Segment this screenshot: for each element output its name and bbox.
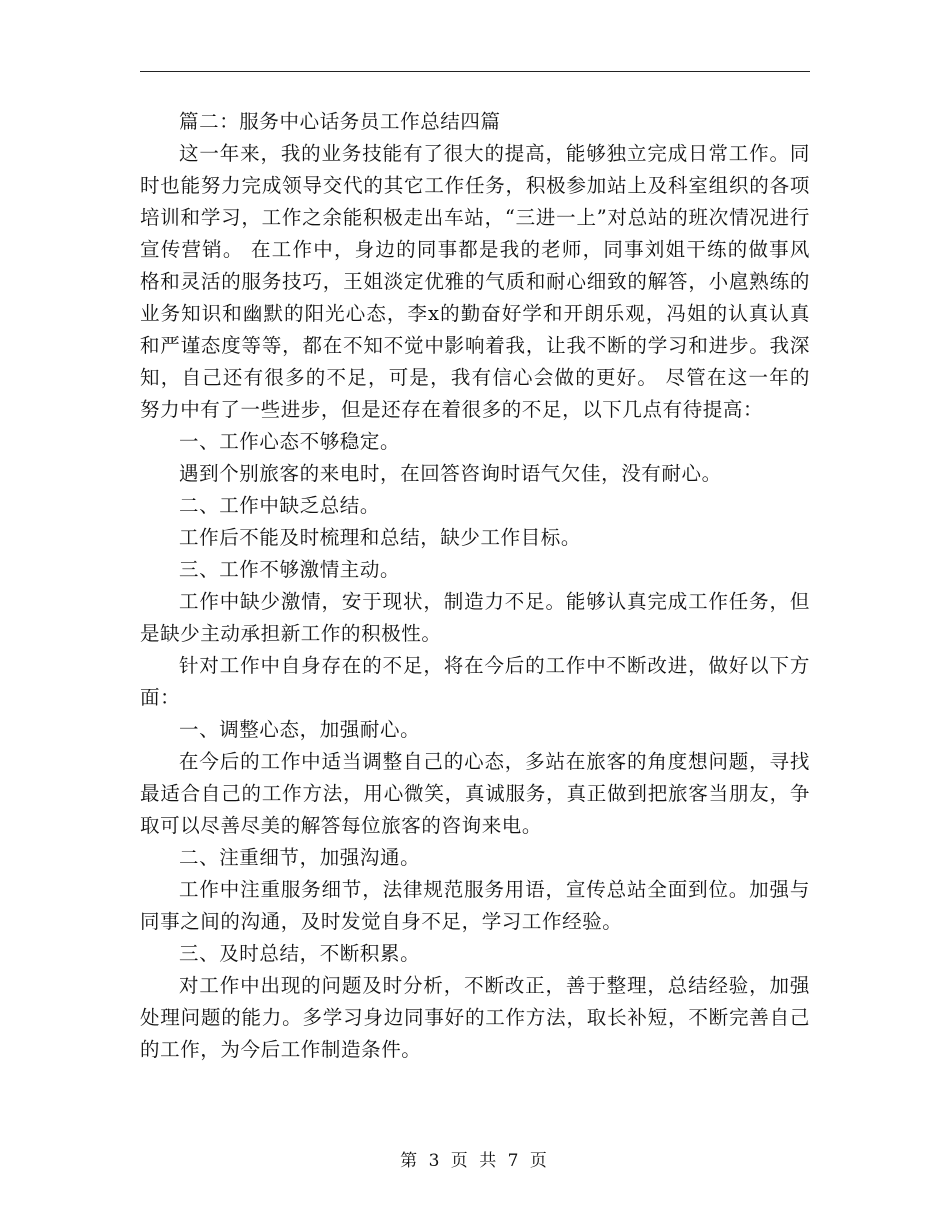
section-heading: 一、调整心态，加强耐心。 [179, 718, 421, 741]
header-rule [140, 71, 810, 72]
paragraph: 遇到个别旅客的来电时，在回答咨询时语气欠佳，没有耐心。 [179, 462, 722, 485]
section-heading: 二、工作中缺乏总结。 [179, 494, 381, 517]
document-body [140, 106, 810, 1066]
paragraph: 在今后的工作中适当调整自己的心态，多站在旅客的角度想问题，寻找最适合自己的工作方法，用心微笑，真诚服务，真正做到把旅客当朋友，争取可以尽善尽美的解答每位旅客的咨询来电。 [140, 750, 810, 837]
document-heading: 篇二：服务中心话务员工作总结四篇 [179, 110, 501, 133]
section-heading: 二、注重细节，加强沟通。 [179, 846, 421, 869]
paragraph: 对工作中出现的问题及时分析，不断改正，善于整理，总结经验，加强处理问题的能力。多学习身边同事好的工作方法，取长补短，不断完善自己的工作，为今后工作制造条件。 [140, 974, 810, 1061]
paragraph: 针对工作中自身存在的不足，将在今后的工作中不断改进，做好以下方面： [140, 654, 810, 709]
section-heading: 三、及时总结，不断积累。 [179, 942, 421, 965]
paragraph: 工作中缺少激情，安于现状，制造力不足。能够认真完成工作任务，但是缺少主动承担新工作的积极性。 [140, 590, 810, 645]
section-heading: 三、工作不够激情主动。 [179, 558, 401, 581]
page-number: 第 3 页 共 7 页 [400, 1151, 550, 1171]
paragraph: 工作后不能及时梳理和总结，缺少工作目标。 [179, 526, 582, 549]
paragraph: 这一年来，我的业务技能有了很大的提高，能够独立完成日常工作。同时也能努力完成领导交代的其它工作任务，积极参加站上及科室组织的各项培训和学习，工作之余能积极走出车站，“三进一上”对总站的班次情况进行宣传营销。 在工作中，身边的同事都是我的老师，同事刘姐干练的做事风格和灵活的服务技巧，王姐淡定优雅的气质和耐心细致的解答，小扈熟练的业务知识和幽默的阳光心态，李x的勤奋好学和开朗乐观，冯姐的认真认真和严谨态度等等，都在不知不觉中影响着我，让我不断的学习和进步。我深知，自己还有很多的不足，可是，我有信心会做的更好。 尽管在这一年的努力中有了一些进步，但是还存在着很多的不足，以下几点有待提高： [140, 142, 810, 421]
paragraph: 工作中注重服务细节，法律规范服务用语，宣传总站全面到位。加强与同事之间的沟通，及时发觉自身不足，学习工作经验。 [140, 878, 810, 933]
section-heading: 一、工作心态不够稳定。 [179, 430, 401, 453]
